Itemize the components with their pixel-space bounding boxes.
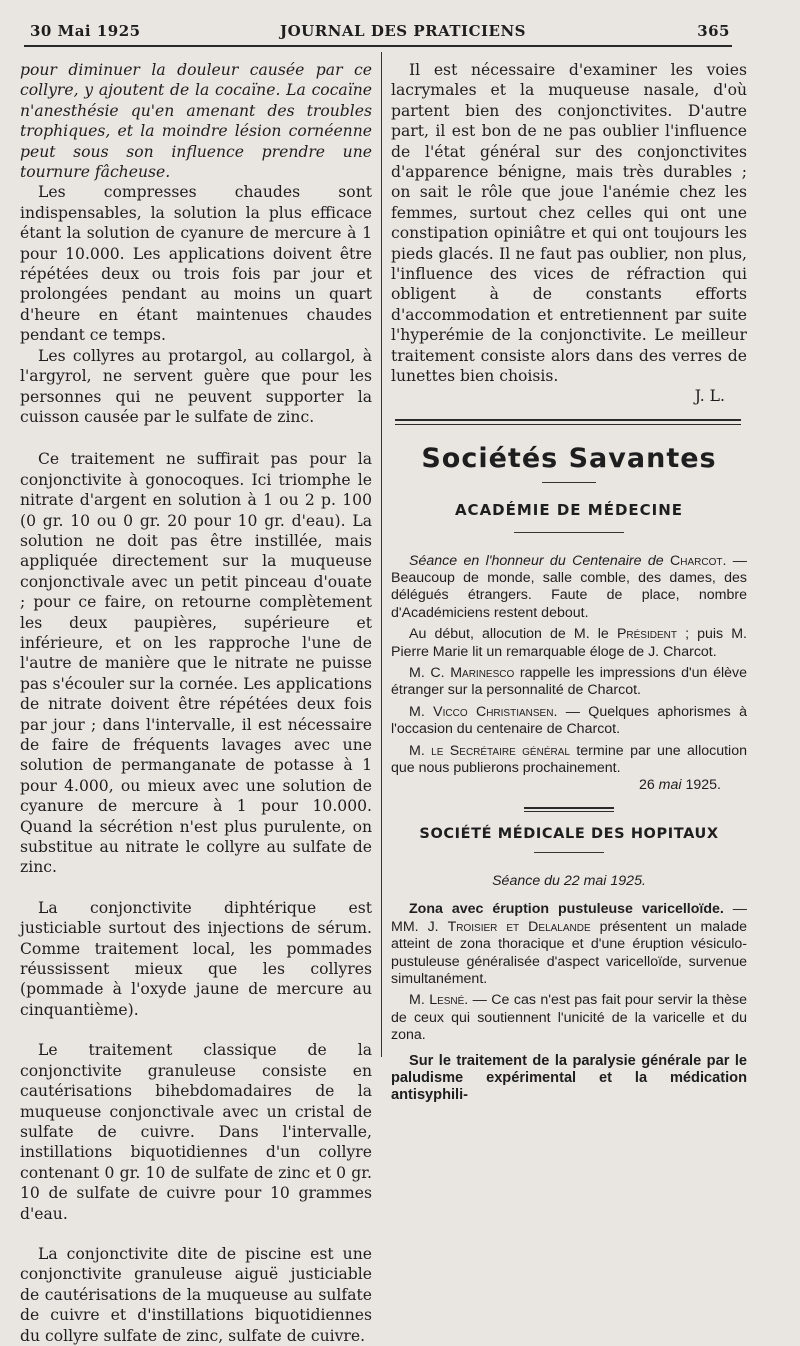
paragraph: Les collyres au protargol, au collargol, à l'argyrol, ne servent guère que pour les personnes qui ne peuvent supporter la cuisson causée par le sulfate de zinc.	[20, 346, 372, 426]
section-title: Sociétés Savantes	[421, 442, 717, 474]
paralysie-heading: Sur le traitement de la paralysie générale par le paludisme expérimental et la médication antisyphili-	[391, 1052, 747, 1104]
heading-rule	[514, 532, 624, 533]
paragraph: Les compresses chaudes sont indispensables, la solution la plus efficace étant la solution de cyanure de mercure à 1 pour 10.000. Les applications doivent être répétées deux ou trois fois par jour et prolongées pendant au moins un quart d'heure en étant maintenues chaudes pendant ce temps.	[20, 183, 372, 345]
debut-paragraph: Au début, allocution de M. le Président ; puis M. Pierre Marie lit un remarquable éloge de J. Charcot.	[391, 626, 747, 660]
lesne-paragraph: M. Lesné. — Ce cas n'est pas fait pour servir la thèse de ceux qui soutiennent l'unicité de la varicelle et du zona.	[391, 992, 748, 1044]
paragraph: Ce traitement ne suffirait pas pour la conjonctivite à gonocoques. Ici triomphe le nitrate d'argent en solution à 1 ou 2 p. 100 (0 gr. 10 ou 0 gr. 20 pour 10 gr. d'eau). La solution ne doit pas être instillée, mais appliquée directement sur la muqueuse conjonctivale avec un petit pinceau d'ouate ; pour ce faire, on retourne complètement les deux paupières, supérieure et inférieure, et on les rapproche l'une de l'autre de manière que le nitrate ne puisse pas s'écouler sur la cornée. Les applications de nitrate doivent être répétées deux fois par jour ; dans l'intervalle, il est nécessaire de faire de fréquents lavages avec une solution de permanganate de potasse à 1 pour 4.000, ou mieux avec une solution de cyanure de mercure à 1 pour 10.000. Quand la sécrétion n'est plus purulente, on substitue au nitrate le collyre au sulfate de zinc.	[20, 450, 372, 877]
paragraph: Il est nécessaire d'examiner les voies lacrymales et la muqueuse nasale, d'où partent bien des conjonctivites. D'autre part, il est bon de ne pas oublier l'influence de l'état général sur des conjonctivites d'apparence bénigne, mais très durables ; on sait le rôle que joue l'anémie chez les femmes, surtout chez celles qui ont une constipation opiniâtre et qui ont toujours les pieds glacés. Il ne faut pas oublier, non plus, l'influence des vices de réfraction qui obligent à de constants efforts d'accommodation et entretiennent par suite l'hyperémie de la conjonctivite. Le meilleur traitement consiste alors dans des verres de lunettes bien choisis.	[391, 61, 747, 386]
page-number: 365	[697, 22, 730, 40]
header-date: 30 Mai 1925	[30, 22, 141, 40]
right-column	[391, 60, 747, 1105]
paragraph: La conjonctivite dite de piscine est une conjonctivite granuleuse aiguë justiciable de cautérisations de la muqueuse au sulfate de cuivre et d'instillations biquotidiennes du collyre sulfate de zinc, sulfate de cuivre.	[20, 1244, 372, 1345]
date-line: 26 mai 1925.	[638, 777, 721, 794]
academie-heading: ACADÉMIE DE MÉDECINE	[454, 500, 684, 519]
heading-rule	[534, 852, 604, 853]
marinesco-paragraph: M. C. Marinesco rappelle les impressions d'un élève étranger sur la personnalité de Charcot.	[391, 664, 747, 699]
secretaire-paragraph: M. le Secrétaire général termine par une allocution que nous publierons prochainement.	[391, 742, 747, 776]
paragraph: pour diminuer la douleur causée par ce collyre, y ajoutent de la cocaïne. La cocaïne n'anesthésie qu'en amenant des troubles trophiques, et la moindre lésion cornéenne peut sous son influence prendre une tournure fâcheuse.	[20, 61, 372, 182]
seance-paragraph: Séance en l'honneur du Centenaire de Charcot. — Beaucoup de monde, salle comble, des dames, des délégués étrangers. Faute de place, nombre d'Académiciens restent debout.	[391, 552, 747, 621]
section-rule	[524, 807, 614, 812]
zona-paragraph: Zona avec éruption pustuleuse varicelloïde. — MM. J. Troisier et Delalande présentent un malade atteint de zona thoracique et d'une éruption vésiculo-pustuleuse généralisée d'aspect varicelloïde, survenue simultanément.	[391, 901, 747, 987]
smh-heading: SOCIÉTÉ MÉDICALE DES HOPITAUX	[419, 826, 719, 843]
paragraph: La conjonctivite diphtérique est justiciable surtout des injections de sérum. Comme traitement local, les pommades réussissent mieux que les collyres (pommade à l'oxyde jaune de mercure au cinquantième).	[20, 898, 372, 1019]
paragraph: Le traitement classique de la conjonctivite granuleuse consiste en cautérisations bihebdomadaires de la muqueuse conjonctivale avec un cristal de sulfate de cuivre. Dans l'intervalle, instillations biquotidiennes d'un collyre contenant 0 gr. 10 de sulfate de zinc et 0 gr. 10 de sulfate de cuivre pour 10 grammes d'eau.	[20, 1041, 372, 1223]
column-divider	[381, 52, 382, 1057]
title-rule	[542, 482, 596, 483]
section-rule	[395, 419, 741, 425]
vicco-paragraph: M. Vicco Christiansen. — Quelques aphorismes à l'occasion du centenaire de Charcot.	[391, 703, 748, 738]
signature: J. L.	[694, 386, 725, 405]
header-rule	[24, 45, 732, 47]
journal-title: JOURNAL DES PRATICIENS	[280, 22, 526, 40]
left-column	[20, 60, 372, 1346]
seance-date: Séance du 22 mai 1925.	[492, 873, 646, 890]
